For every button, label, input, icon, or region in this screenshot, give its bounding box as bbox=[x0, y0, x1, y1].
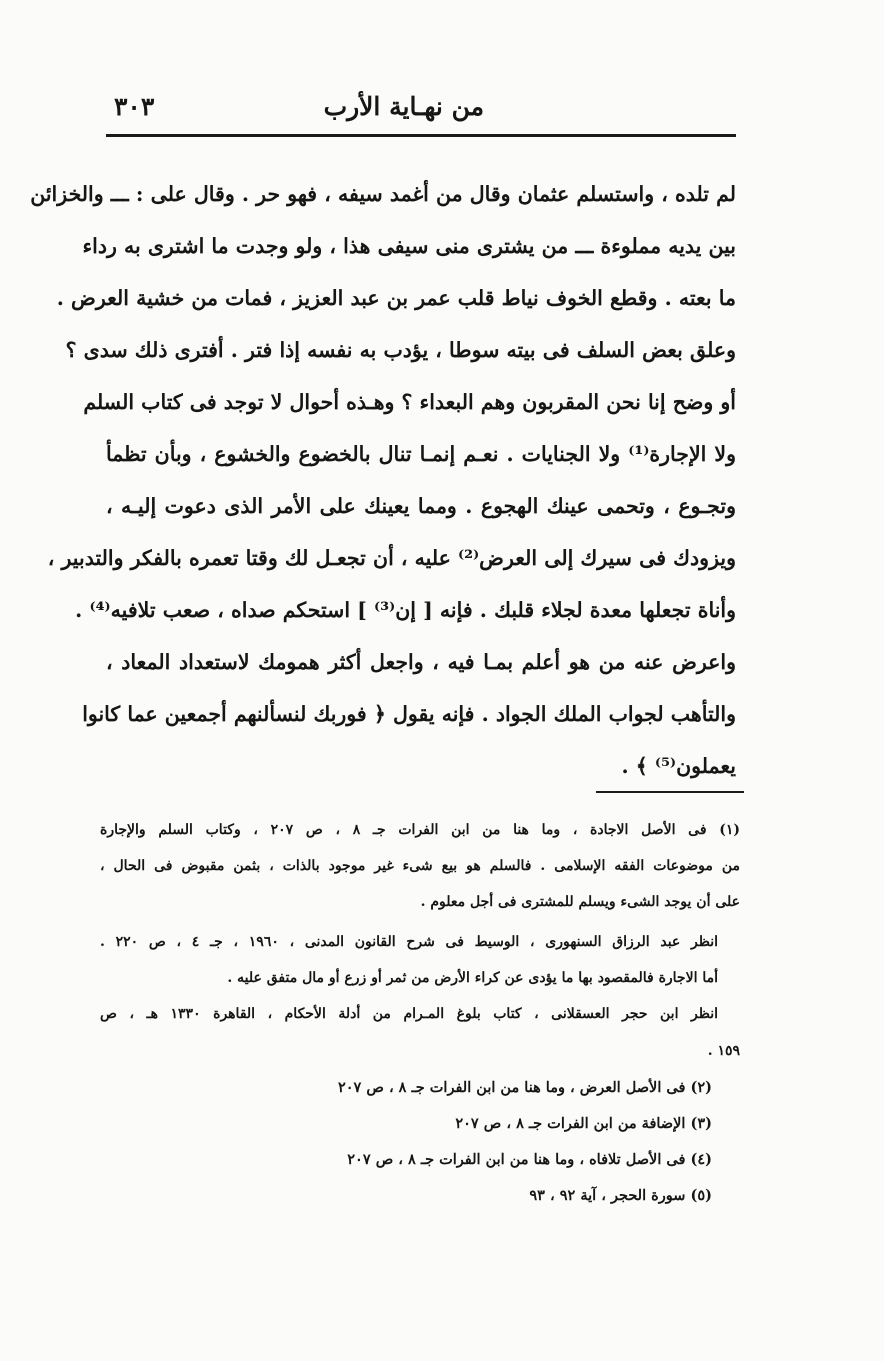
footnote-1-reference: انظر ابن حجر العسقلانى ، كتاب بلوغ المـرام من أدلة الأحكام ، القاهرة ١٣٣٠ هـ ، ص bbox=[100, 1006, 718, 1022]
text-line: ما بعته . وقطع الخوف نياط قلب عمر بن عبد العزيز ، فمات من خشية العرض . bbox=[56, 286, 736, 310]
text-line: وعلق بعض السلف فى بيته سوطا ، يؤدب به نفسه إذا فتر . أفترى ذلك سدى ؟ bbox=[65, 338, 736, 362]
running-title: من نهـاية الأرب bbox=[323, 92, 484, 121]
text-line: والتأهب لجواب الملك الجواد . فإنه يقول ﴿ فوربك لنسألنهم أجمعين عما كانوا bbox=[82, 702, 736, 726]
footnote-1-reference: انظر عبد الرزاق السنهورى ، الوسيط فى شرح القانون المدنى ، ١٩٦٠ ، جـ ٤ ، ص ٢٢٠ . bbox=[100, 934, 718, 950]
main-text bbox=[30, 168, 736, 792]
text-line: بين يديه مملوءة ـــ من يشترى منى سيفى هذا ، ولو وجدت ما اشترى به رداء bbox=[82, 234, 736, 258]
header-rule bbox=[106, 134, 736, 137]
footnote-1-reference: ١٥٩ . bbox=[707, 1043, 740, 1059]
text-line: ولا الإجارة⁽¹⁾ ولا الجنايات . نعـم إنمـا تنال بالخضوع والخشوع ، وبأن تظمأ bbox=[106, 442, 736, 466]
running-header bbox=[108, 92, 736, 130]
text-line: واعرض عنه من هو أعلم بمـا فيه ، واجعل أكثر همومك لاستعداد المعاد ، bbox=[106, 650, 736, 674]
footnote-1-line: من موضوعات الفقه الإسلامى . فالسلم هو بيع شىء غير موجود بالذات ، بثمن مقبوض فى الحال ، bbox=[100, 858, 740, 874]
footnotes bbox=[100, 812, 740, 1214]
footnote-4: (٤) فى الأصل تلافاه ، وما هنا من ابن الفرات جـ ٨ ، ص ٢٠٧ bbox=[347, 1151, 712, 1168]
text-line: يعملون⁽⁵⁾ ﴾ . bbox=[621, 754, 736, 778]
text-line: وأناة تجعلها معدة لجلاء قلبك . فإنه [ إن⁽³⁾ ] استحكم صداه ، صعب تلافيه⁽⁴⁾ . bbox=[75, 598, 736, 622]
text-line: وتجـوع ، وتحمى عينك الهجوع . ومما يعينك على الأمر الذى دعوت إليـه ، bbox=[106, 494, 736, 518]
footnote-separator bbox=[596, 791, 744, 793]
footnote-5: (٥) سورة الحجر ، آية ٩٢ ، ٩٣ bbox=[529, 1187, 712, 1204]
page-number: ٣٠٣ bbox=[114, 92, 155, 121]
footnote-2: (٢) فى الأصل العرض ، وما هنا من ابن الفرات جـ ٨ ، ص ٢٠٧ bbox=[337, 1079, 712, 1096]
text-line: ويزودك فى سيرك إلى العرض⁽²⁾ عليه ، أن تجعـل لك وقتا تعمره بالفكر والتدبير ، bbox=[47, 546, 736, 570]
footnote-1-ijara-note: أما الاجارة فالمقصود بها ما يؤدى عن كراء الأرض من ثمر أو زرع أو مال متفق عليه . bbox=[227, 970, 718, 986]
text-line: أو وضح إنا نحن المقربون وهم البعداء ؟ وهـذه أحوال لا توجد فى كتاب السلم bbox=[83, 390, 736, 414]
text-line: لم تلده ، واستسلم عثمان وقال من أغمد سيفه ، فهو حر . وقال على : ـــ والخزائن bbox=[30, 182, 736, 206]
footnote-3: (٣) الإضافة من ابن الفرات جـ ٨ ، ص ٢٠٧ bbox=[455, 1115, 712, 1132]
footnote-1-line: (١) فى الأصل الاجادة ، وما هنا من ابن الفرات جـ ٨ ، ص ٢٠٧ ، وكتاب السلم والإجارة bbox=[100, 822, 740, 838]
footnote-1-line: على أن يوجد الشىء ويسلم للمشترى فى أجل معلوم . bbox=[420, 894, 740, 910]
